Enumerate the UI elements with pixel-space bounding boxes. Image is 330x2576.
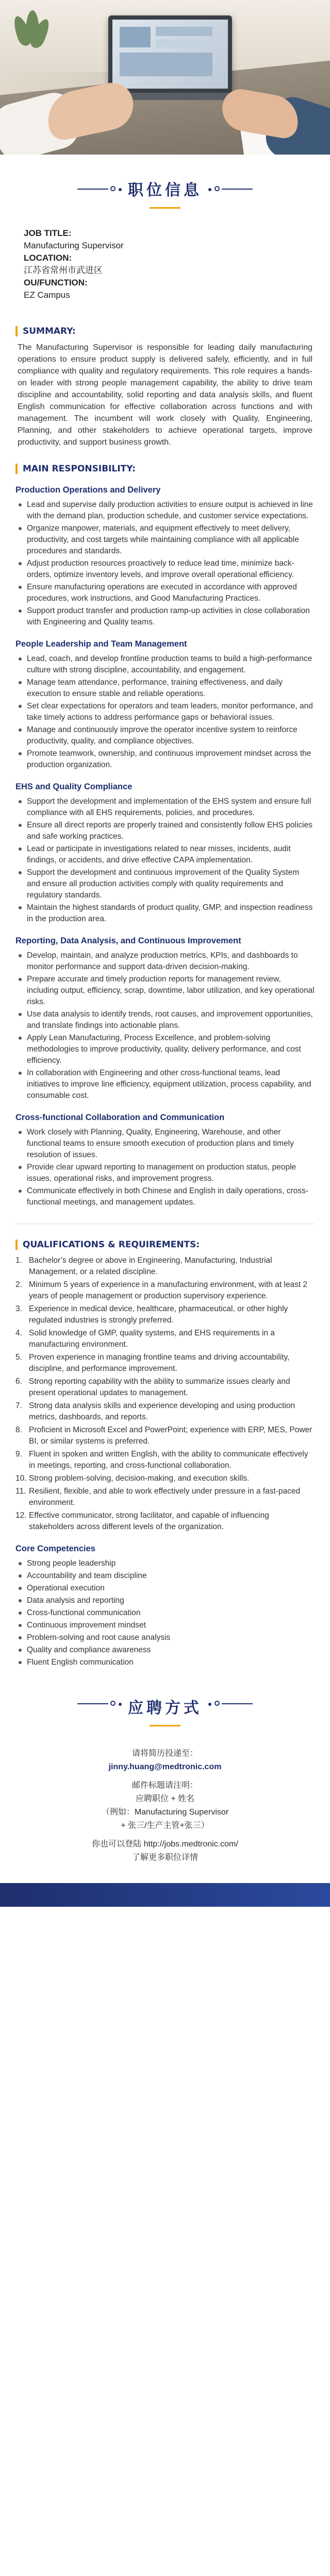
list-item: 10. Strong problem-solving, decision-making, and execution skills. [15,1474,250,1483]
list-item: 11. Resilient, flexible, and able to work effectively under pressure in a fast-paced environment. [15,1487,301,1507]
job-title-label: JOB TITLE: [24,228,72,238]
list-item: 3. Experience in medical device, healthcare, pharmaceutical, or other highly regulated industries is strongly preferred. [15,1304,288,1325]
list-item: Lead and supervise daily production activities to ensure output is achieved in line with the demand plan, production schedule, and customer service expectations. [15,499,315,522]
list-item: Organize manpower, materials, and equipment effectively to meet delivery, productivity, and cost targets while maintaining compliance with all applicable procedures and standards. [15,523,315,557]
plant-icon [10,10,46,67]
group-title: Reporting, Data Analysis, and Continuous Improvement [15,936,241,945]
apply-instructions [31,1742,299,1877]
qualifications-section [15,1240,315,1668]
banner-ornament-icon [206,184,253,194]
list-item: Data analysis and reporting [15,1595,315,1606]
list-item: 12. Effective communicator, strong facilitator, and capable of influencing stakeholders across different levels of the organization. [15,1511,269,1531]
list-item: 8. Proficient in Microsoft Excel and PowerPoint; experience with ERP, MES, Power BI, or similar systems is preferred. [15,1426,312,1446]
apply-line: 了解更多职位详情 [131,1853,198,1862]
apply-line: 邮件标题请注明： [131,1781,198,1790]
responsibility-group [15,485,315,628]
list-item: Prepare accurate and timely production reports for management review, including output, efficiency, scrap, downtime, labor utilization, and key operational risks. [15,974,315,1008]
list-item: Communicate effectively in both Chinese and English in daily operations, cross-functional meetings, and management updates. [15,1185,315,1208]
list-item: 5. Proven experience in managing frontline teams and driving accountability, discipline, and performance improvement. [15,1353,290,1373]
footer-band [0,1883,330,1907]
list-item: Manage and continuously improve the operator incentive system to reinforce productivity, quality, and compliance objectives. [15,724,315,747]
list-item: 2. Minimum 5 years of experience in a manufacturing environment, with at least 2 years of people management or production supervisory experience. [15,1280,308,1300]
group-title: People Leadership and Team Management [15,639,187,649]
responsibility-group [15,782,315,925]
list-item: Support the development and continuous improvement of the Quality System and ensure all production activities comply with quality requirements and regulatory standards. [15,867,315,901]
responsibility-section [15,464,315,1208]
responsibility-group [15,639,315,771]
list-item: 4. Solid knowledge of GMP, quality systems, and EHS requirements in a manufacturing environment. [15,1329,275,1349]
list-item: Ensure all direct reports are properly trained and consistently follow EHS policies and safe working practices. [15,820,315,842]
responsibility-group [15,936,315,1101]
qualifications-list [15,1255,315,1533]
banner-ornament-icon [77,1699,124,1708]
org-label: OU/FUNCTION: [24,278,88,287]
summary-section [15,326,315,448]
job-title-value: Manufacturing Supervisor [24,241,124,250]
apply-heading: 应聘方式 [128,1699,202,1717]
location-label: LOCATION: [24,253,72,263]
qualifications-label: QUALIFICATIONS & REQUIREMENTS: [15,1240,315,1250]
list-item: In collaboration with Engineering and other cross-functional teams, lead initiatives to improve line efficiency, equipment utilization, process capability, and consumable cost. [15,1067,315,1101]
list-item: Problem-solving and root cause analysis [15,1632,315,1643]
list-item: 1. Bachelor’s degree or above in Engineering, Manufacturing, Industrial Management, or a related discipline. [15,1256,272,1276]
summary-label: SUMMARY: [15,326,315,336]
group-title: EHS and Quality Compliance [15,782,133,791]
list-item: Quality and compliance awareness [15,1645,315,1656]
list-item: Cross-functional communication [15,1607,315,1619]
responsibility-group [15,1113,315,1208]
group-title: Production Operations and Delivery [15,485,161,495]
list-item: Support the development and implementation of the EHS system and ensure full compliance with all EHS requirements, policies, and procedures. [15,796,315,819]
list-item: Lead, coach, and develop frontline production teams to build a high-performance culture with strong discipline, accountability, and engagement. [15,653,315,676]
list-item: Promote teamwork, ownership, and continuous improvement mindset across the production organization. [15,748,315,771]
list-item: Strong people leadership [15,1558,315,1569]
list-item: Develop, maintain, and analyze production metrics, KPIs, and dashboards to monitor performance and support data-driven decision-making. [15,950,315,973]
summary-text: The Manufacturing Supervisor is responsible for leading daily manufacturing operations to ensure product supply is delivered safely, efficiently, and in full compliance with quality and regulatory requirements. This role requires a hands-on leader with strong people management capability, the ability to drive team discipline and accountability, solid reporting and data analysis skills, and fluent English communication for effective collaboration across functions and with management. The incumbent will work closely with Quality, Engineering, Planning, and other stakeholders to achieve operational targets, improve productivity, and support business growth. [18,343,312,447]
list-item: Continuous improvement mindset [15,1620,315,1631]
org-value: EZ Campus [24,290,70,300]
list-item: Operational execution [15,1583,315,1594]
list-item: Set clear expectations for operators and team leaders, monitor performance, and take timely actions to address performance gaps or behavioral issues. [15,701,315,723]
list-item: Maintain the highest standards of product quality, GMP, and inspection readiness in the production area. [15,902,315,925]
responsibility-label: MAIN RESPONSIBILITY: [15,464,315,474]
list-item: 7. Strong data analysis skills and experience developing and using production metrics, dashboards, and reports. [15,1401,295,1421]
list-item: 9. Fluent in spoken and written English, with the ability to communicate effectively in meetings, reporting, and cross-functional collaboration. [15,1450,308,1470]
list-item: Adjust production resources proactively to reduce lead time, minimize back-orders, optimize inventory levels, and improve overall operational efficiency. [15,558,315,581]
list-item: Work closely with Planning, Quality, Engineering, Warehouse, and other functional teams to ensure smooth execution of production plans and timely resolution of issues. [15,1127,315,1161]
list-item: Manage team attendance, performance, training effectiveness, and daily execution to ensure stable and reliable operations. [15,677,315,700]
list-item: Fluent English communication [15,1657,315,1668]
list-item: Apply Lean Manufacturing, Process Excellence, and problem-solving methodologies to improve productivity, quality, delivery performance, and cost efficiency. [15,1032,315,1066]
apply-banner [0,1669,330,1742]
competencies-title: Core Competencies [15,1544,95,1553]
apply-line: + 张三/生产主管+张三） [121,1821,209,1830]
apply-line: 请将简历投递至： [131,1749,198,1758]
group-title: Cross-functional Collaboration and Communication [15,1113,225,1122]
job-info-banner [0,155,330,224]
banner-ornament-icon [206,1699,253,1708]
list-item: Support product transfer and production ramp-up activities in close collaboration with Engineering and Quality teams. [15,605,315,628]
location-value: 江苏省常州市武进区 [24,265,103,275]
list-item: 6. Strong reporting capability with the ability to summarize issues clearly and present operational updates to management. [15,1377,290,1397]
apply-line: （例如：Manufacturing Supervisor [101,1808,229,1817]
laptop-image [108,15,232,93]
banner-ornament-icon [77,184,124,194]
list-item: Lead or participate in investigations related to near misses, incidents, audit findings, or accidents, and drive effective CAPA implementation. [15,843,315,866]
apply-line: 应聘职位 + 姓名 [135,1794,195,1803]
job-info-heading: 职位信息 [128,181,202,199]
careers-site-link[interactable]: 你也可以登陆 http://jobs.medtronic.com/ [92,1840,238,1849]
hero-photo [0,0,330,155]
list-item: Ensure manufacturing operations are executed in accordance with approved procedures, work instructions, and Good Manufacturing Practices. [15,582,315,604]
list-item: Provide clear upward reporting to management on production status, people issues, operational risks, and improvement progress. [15,1162,315,1184]
apply-email-link[interactable]: jinny.huang@medtronic.com [108,1762,222,1771]
job-header [15,224,315,317]
competencies-group [15,1544,315,1668]
list-item: Accountability and team discipline [15,1570,315,1582]
list-item: Use data analysis to identify trends, root causes, and improvement opportunities, and translate findings into actionable plans. [15,1009,315,1031]
